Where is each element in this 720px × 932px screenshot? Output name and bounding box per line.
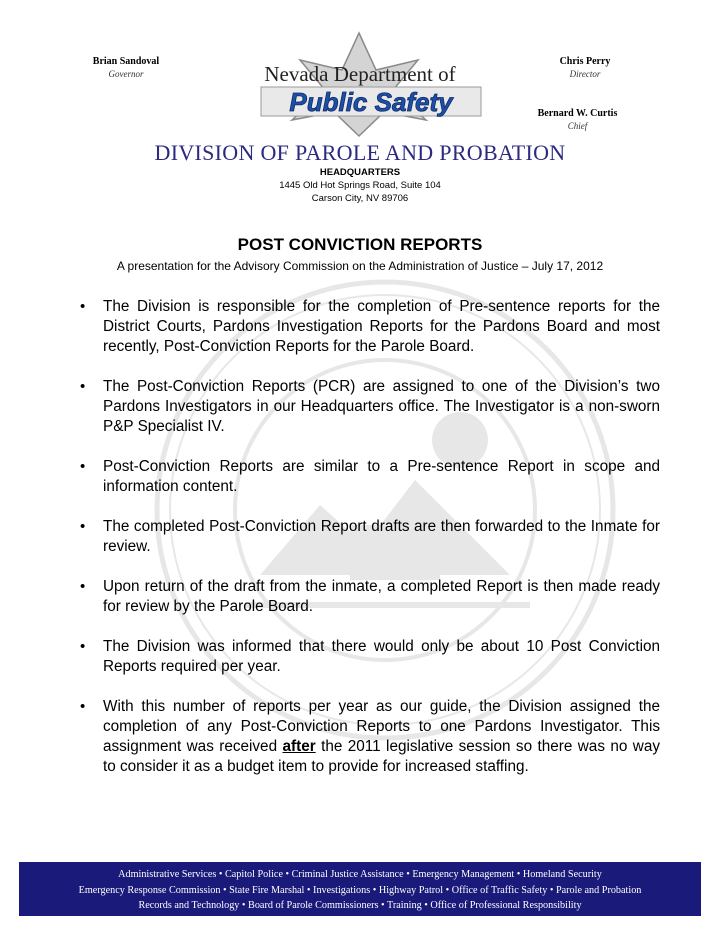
director-title: Director — [569, 69, 601, 79]
footer-bar — [19, 862, 701, 916]
division-title: DIVISION OF PAROLE AND PROBATION — [154, 140, 566, 165]
bullet-item: • The Post-Conviction Reports (PCR) are assigned to one of the Division’s two Pardons Investigators in our Headquarters office. The Investigator is a non-sworn P&P Specialist IV. — [80, 377, 660, 437]
bullet-item: • Post-Conviction Reports are similar to a Pre-sentence Report in scope and information content. — [80, 457, 660, 497]
emphasis-after: after — [282, 738, 316, 755]
dps-logo — [228, 30, 490, 138]
address-line-2: Carson City, NV 89706 — [311, 193, 409, 204]
address-line-1: 1445 Old Hot Springs Road, Suite 104 — [279, 180, 441, 191]
director-block — [540, 56, 630, 79]
footer-line-1: Administrative Services • Capitol Police • Criminal Justice Assistance • Emergency Management • Homeland Security — [118, 869, 602, 880]
document-title: POST CONVICTION REPORTS — [237, 235, 483, 254]
chief-name: Bernard W. Curtis — [537, 108, 618, 119]
governor-name: Brian Sandoval — [92, 56, 160, 67]
bullet-list — [80, 297, 660, 797]
chief-block — [525, 108, 630, 131]
logo-text-line1: Nevada Department of — [264, 62, 456, 86]
governor-block — [86, 56, 166, 79]
chief-title: Chief — [567, 121, 588, 131]
bullet-item: • The Division is responsible for the completion of Pre-sentence reports for the District Courts, Pardons Investigation Reports for the Pardons Board and most recently, Post-Conviction Reports for the Parole Board. — [80, 297, 660, 357]
logo-text-line2: Public Safety — [289, 87, 453, 117]
bullet-item: • The completed Post-Conviction Report drafts are then forwarded to the Inmate for review. — [80, 517, 660, 557]
governor-title: Governor — [108, 69, 144, 79]
bullet-item: • Upon return of the draft from the inmate, a completed Report is then made ready for review by the Parole Board. — [80, 577, 660, 617]
director-name: Chris Perry — [559, 56, 611, 67]
bullet-item-last — [80, 697, 660, 777]
bullet-text-after: the 2011 legislative session so there was no way to consider it as a budget item to provide for increased staffing. — [103, 738, 661, 775]
bullet-text-before: With this number of reports per year as our guide, the Division assigned the completion of any Post-Conviction Reports to one Pardons Investigator. This assignment was received — [103, 698, 660, 755]
footer-line-3: Records and Technology • Board of Parole Commissioners • Training • Office of Professional Responsibility — [138, 900, 582, 911]
bullet-item: • The Division was informed that there would only be about 10 Post Conviction Reports required per year. — [80, 637, 660, 677]
office-label: HEADQUARTERS — [319, 167, 401, 178]
footer-line-2: Emergency Response Commission • State Fire Marshal • Investigations • Highway Patrol • Office of Traffic Safety • Parole and Probation — [78, 884, 642, 896]
document-subtitle: A presentation for the Advisory Commission on the Administration of Justice – July 17, 2012 — [116, 259, 604, 273]
